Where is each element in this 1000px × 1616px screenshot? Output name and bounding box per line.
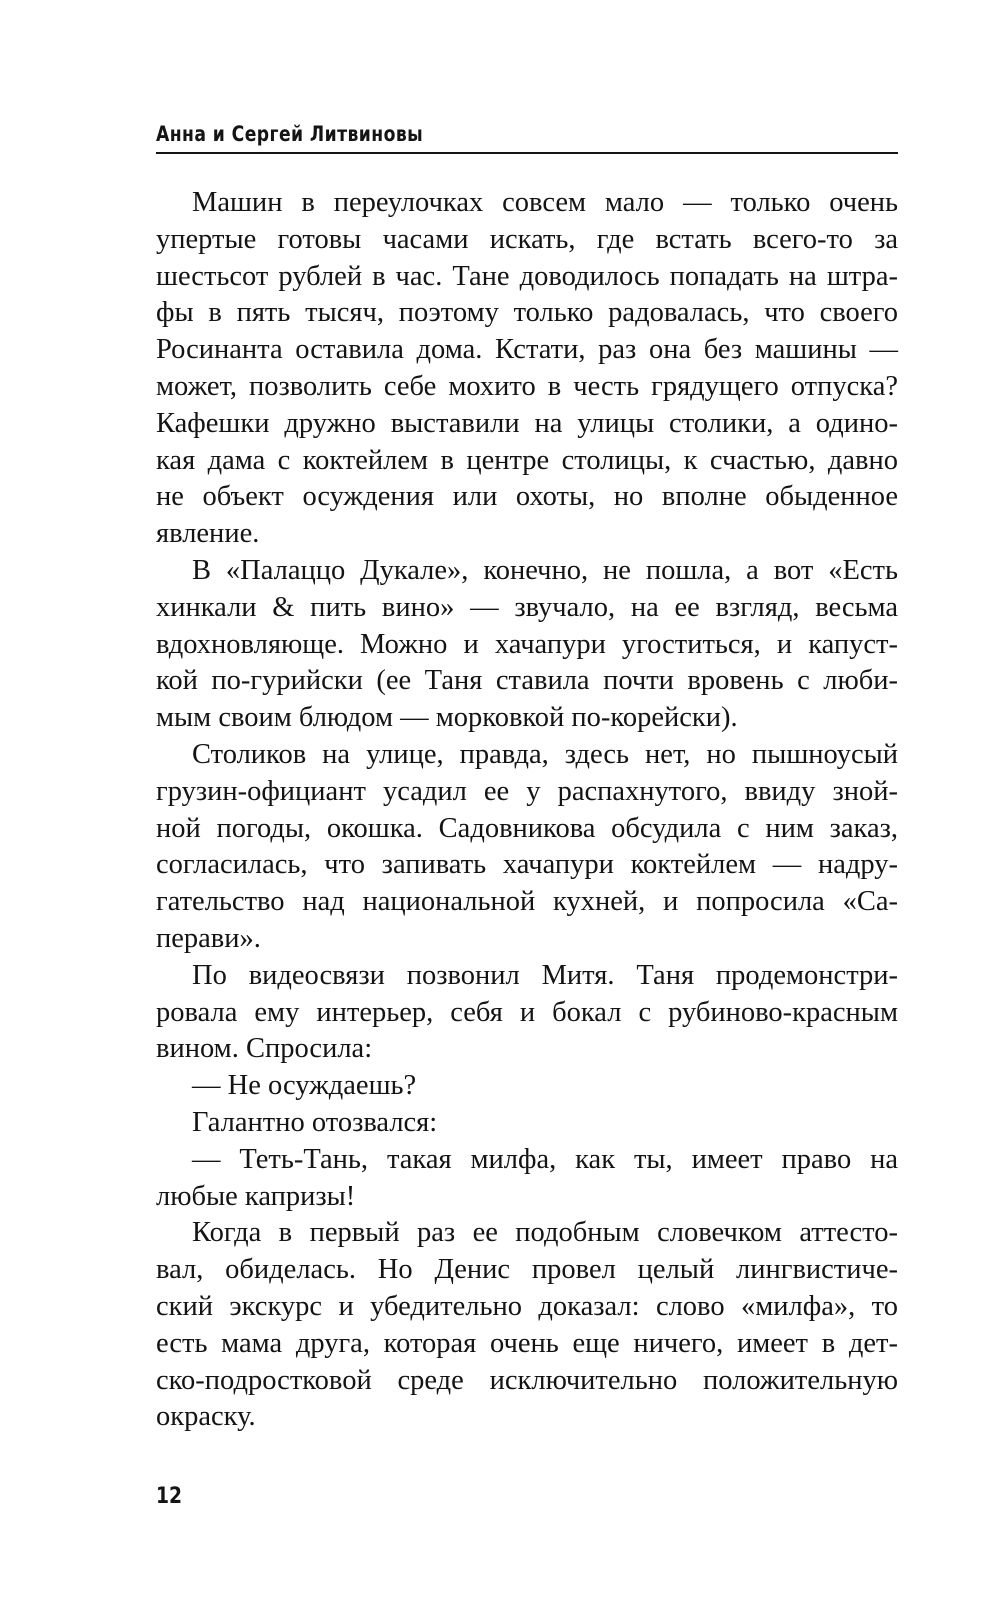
text-line: — Не осуждаешь?	[192, 1070, 417, 1102]
text-line: Машин в переулочках совсем мало — только очень	[192, 187, 898, 218]
text-line: перави».	[156, 922, 261, 954]
text-line: В «Палаццо Дукале», конечно, не пошла, а вот «Есть	[192, 554, 898, 586]
paragraph	[156, 553, 898, 737]
paragraph	[156, 1215, 898, 1436]
text-line: вал, обиделась. Но Денис провел целый лингвистиче-	[156, 1254, 898, 1286]
text-line: гательство над национальной кухней, и попросила «Са-	[156, 886, 898, 918]
text-line: явление.	[156, 518, 260, 550]
text-line: упертые готовы часами искать, где встать всего-то за	[156, 223, 898, 255]
text-line: кой по-гурийски (ее Таня ставила почти вровень с люби-	[156, 665, 898, 697]
text-line: мым своим блюдом — морковкой по-корейски).	[156, 702, 738, 734]
text-line: Когда в первый раз ее подобным словечком аттесто-	[192, 1217, 898, 1249]
text-line: Росинанта оставила дома. Кстати, раз она без машины —	[156, 334, 898, 366]
text-line: Кафешки дружно выставили на улицы столики, а одино-	[156, 407, 898, 439]
page-number: 12	[156, 1484, 183, 1509]
text-line: не объект осуждения или охоты, но вполне обыденное	[156, 481, 898, 513]
body-text	[156, 185, 898, 1436]
text-line: любые капризы!	[156, 1180, 356, 1212]
text-line: ский экскурс и убедительно доказал: слово «милфа», то	[156, 1290, 898, 1322]
text-line: ско-подростковой среде исключительно положительную	[156, 1364, 898, 1396]
text-line: фы в пять тысяч, поэтому только радовалась, что своего	[156, 297, 898, 329]
text-line: есть мама друга, которая очень еще ничего, имеет в дет-	[156, 1327, 898, 1359]
text-line: грузин-официант усадил ее у распахнутого, ввиду зной-	[156, 775, 898, 807]
running-head: Анна и Сергей Литвиновы	[156, 122, 424, 146]
text-line: шестьсот рублей в час. Тане доводилось попадать на штра-	[156, 260, 898, 292]
text-line: — Теть-Тань, такая милфа, как ты, имеет право на	[192, 1143, 898, 1175]
text-line: По видеосвязи позвонил Митя. Таня продемонстри-	[192, 959, 898, 991]
paragraph	[156, 1105, 898, 1142]
text-line: может, позволить себе мохито в честь грядущего отпуска?	[156, 370, 898, 402]
text-line: кая дама с коктейлем в центре столицы, к счастью, давно	[156, 444, 898, 476]
text-line: согласилась, что запивать хачапури коктейлем — надру-	[156, 849, 898, 881]
paragraph	[156, 1068, 898, 1105]
text-line: ной погоды, окошка. Садовникова обсудила с ним заказ,	[156, 812, 898, 844]
paragraph	[156, 1142, 898, 1216]
text-line: вином. Спросила:	[156, 1033, 373, 1065]
text-line: ровала ему интерьер, себя и бокал с рубиново-красным	[156, 996, 898, 1028]
paragraph	[156, 185, 898, 553]
text-line: вдохновляюще. Можно и хачапури угоститься, и капуст-	[156, 628, 898, 660]
paragraph	[156, 737, 898, 958]
text-line: окраску.	[156, 1401, 256, 1433]
header-rule	[156, 152, 898, 154]
paragraph	[156, 958, 898, 1068]
text-line: Галантно отозвался:	[192, 1106, 438, 1138]
text-line: Столиков на улице, правда, здесь нет, но пышноусый	[192, 738, 898, 770]
text-line: хинкали & пить вино» — звучало, на ее взгляд, весьма	[156, 591, 898, 623]
